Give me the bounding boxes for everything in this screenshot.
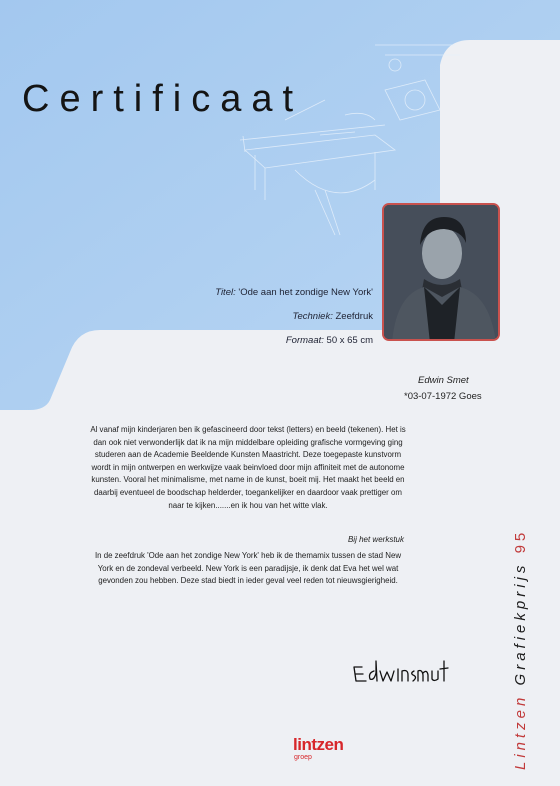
- artwork-format-value: 50 x 65 cm: [326, 335, 373, 346]
- artist-portrait: [382, 203, 500, 341]
- artwork-technique-label: Techniek:: [292, 311, 333, 322]
- certificate-title: Certificaat: [22, 78, 304, 120]
- lintzen-logo: [293, 735, 344, 761]
- logo-sub: groep: [294, 754, 312, 761]
- statement-line: naar te kijken.......en ik hou van het witte vlak.: [168, 500, 328, 510]
- work-note-heading: Bij het werkstuk: [347, 535, 404, 544]
- statement-line: Al vanaf mijn kinderjaren ben ik gefascineerd door tekst (letters) en beeld (tekenen). Het is: [90, 425, 406, 434]
- artwork-title-label: Titel:: [215, 287, 236, 298]
- artwork-technique-value: Zeefdruk: [335, 311, 373, 322]
- artist-signature: [350, 655, 450, 695]
- logo-name: lintzen: [293, 735, 344, 754]
- artwork-title: [215, 287, 373, 298]
- work-note-line: York en de zondeval verbeeld. New York is een paradijsje, ik denk dat Eva het wel wat: [97, 563, 399, 573]
- artwork-technique: [293, 311, 373, 322]
- artwork-title-value: 'Ode aan het zondige New York': [238, 287, 373, 298]
- prize-year: 95: [512, 528, 529, 554]
- statement-line: daarbij eventueel de boodschap helderder, toegankelijker en daardoor vaak prettiger om: [94, 487, 402, 497]
- artist-statement: [62, 424, 434, 512]
- artwork-format: [286, 335, 373, 346]
- statement-line: studeren aan de Academie Beeldende Kunsten Maastricht. Deze toegepaste kunstvorm: [94, 450, 402, 460]
- artist-birth: *03-07-1972 Goes: [404, 391, 482, 402]
- work-note-line: In de zeefdruk 'Ode aan het zondige New York' heb ik de themamix tussen de stad New: [94, 551, 402, 560]
- artwork-format-label: Formaat:: [285, 335, 324, 346]
- prize-vertical-label: [512, 529, 529, 770]
- prize-name: Grafiekprijs: [512, 561, 529, 686]
- work-note: [62, 550, 434, 588]
- statement-line: wordt in mijn ontwerpen en werkwijze vaak beinvloed door mijn affiniteit met de autonome: [91, 462, 405, 472]
- statement-line: kunsten. Vooral het minimalisme, met name in de kunst, boeit mij. Het maakt het beeld en: [91, 475, 405, 485]
- statement-line: dan ook niet verwonderlijk dat ik na mijn middelbare opleiding grafische vormgeving ging: [93, 437, 403, 447]
- work-note-line: gevonden zou hebben. Deze stad biedt in ieder geval veel reden tot nieuwsgierigheid.: [98, 576, 398, 586]
- artist-name: Edwin Smet: [418, 375, 469, 386]
- prize-brand: Lintzen: [512, 693, 529, 770]
